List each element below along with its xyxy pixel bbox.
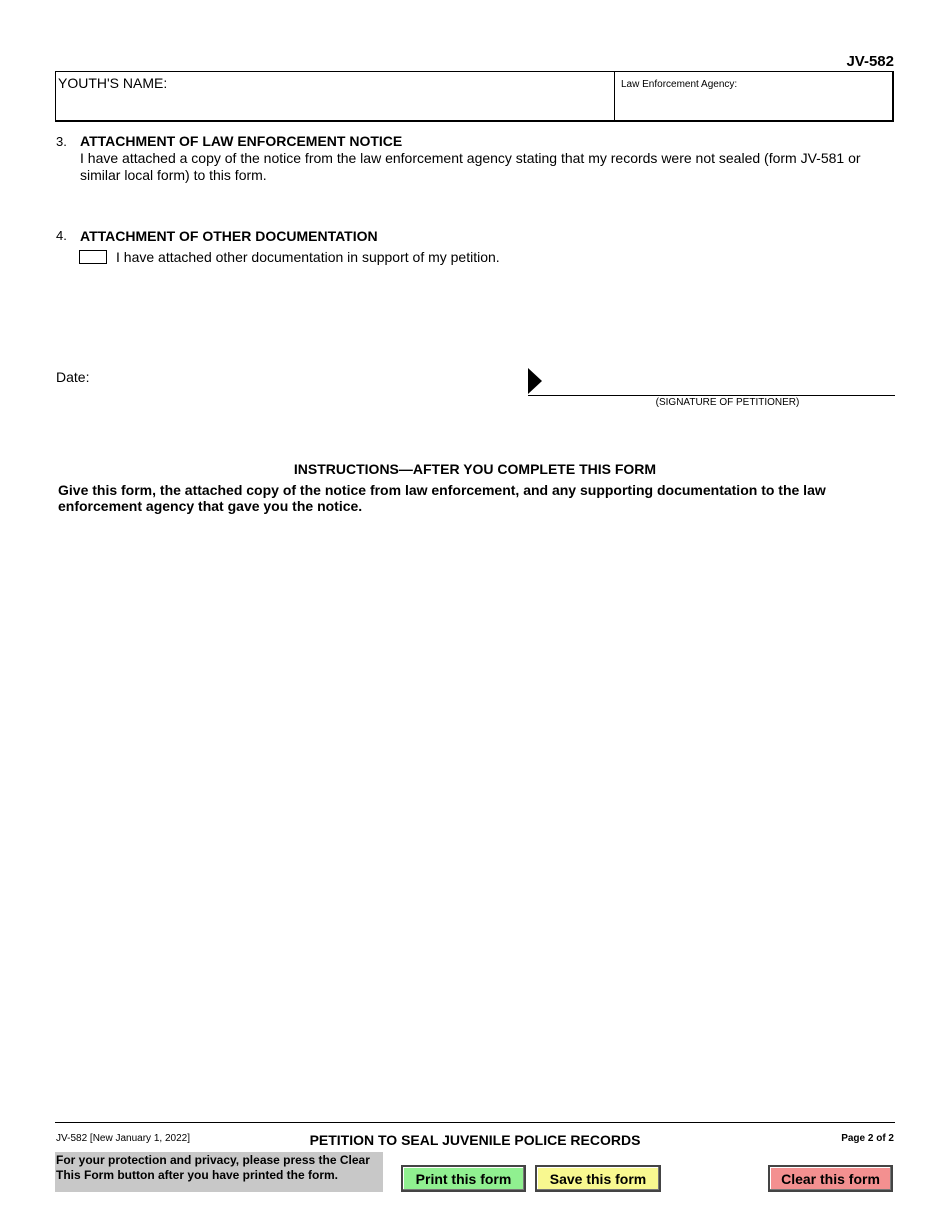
youth-name-field[interactable]: [56, 72, 615, 120]
footer-divider: [55, 1122, 895, 1123]
signature-line[interactable]: [528, 395, 895, 396]
save-form-button[interactable]: Save this form: [535, 1165, 661, 1192]
date-label: Date:: [56, 369, 90, 385]
instructions-title: INSTRUCTIONS—AFTER YOU COMPLETE THIS FORM: [293, 461, 657, 477]
section-3-number: 3.: [56, 134, 67, 149]
other-documentation-label: I have attached other documentation in support of my petition.: [116, 249, 500, 265]
date-input[interactable]: [92, 366, 496, 390]
print-form-button[interactable]: Print this form: [401, 1165, 526, 1192]
clear-form-button[interactable]: Clear this form: [768, 1165, 893, 1192]
section-3-heading: ATTACHMENT OF LAW ENFORCEMENT NOTICE: [80, 133, 403, 149]
other-documentation-checkbox[interactable]: [79, 250, 107, 264]
privacy-note: For your protection and privacy, please press the Clear This Form button after you have printed the form.: [55, 1152, 383, 1192]
section-4-heading: ATTACHMENT OF OTHER DOCUMENTATION: [80, 228, 378, 244]
section-3-text: I have attached a copy of the notice from the law enforcement agency stating that my records were not sealed (form JV-581 or similar local form) to this form.: [80, 150, 861, 183]
signature-arrow-icon: [528, 368, 542, 394]
header-box: [55, 71, 894, 122]
page-number: Page 2 of 2: [841, 1133, 894, 1144]
law-enforcement-agency-label: Law Enforcement Agency:: [621, 79, 738, 90]
signature-label: (SIGNATURE OF PETITIONER): [655, 397, 800, 408]
instructions-text: Give this form, the attached copy of the notice from law enforcement, and any supporting documentation to the law enforcement agency that gave you the notice.: [58, 482, 826, 514]
form-id: JV-582: [846, 53, 894, 70]
footer-form-title: PETITION TO SEAL JUVENILE POLICE RECORDS: [309, 1132, 641, 1148]
youth-name-label: YOUTH'S NAME:: [58, 75, 168, 91]
footer-form-code: JV-582 [New January 1, 2022]: [56, 1133, 190, 1144]
law-enforcement-agency-field[interactable]: [615, 72, 892, 120]
section-4-number: 4.: [56, 228, 67, 243]
